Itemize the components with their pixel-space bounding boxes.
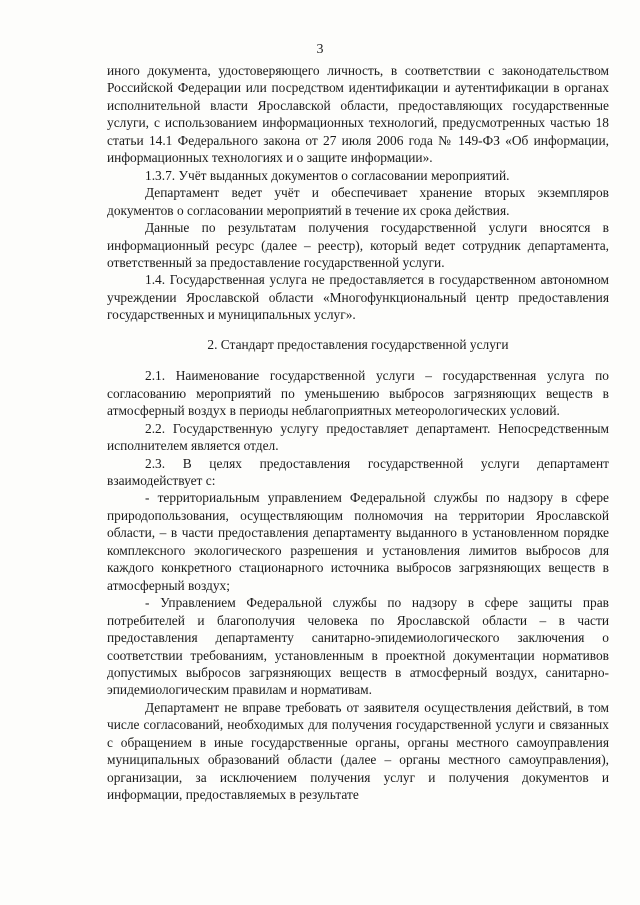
paragraph-2-1: 2.1. Наименование государственной услуги – государственная услуга по согласованию мероприятий по уменьшению выбросов загрязняющих веществ в атмосферный воздух в периоды неблагоприятных метеорологических условий. <box>107 368 609 419</box>
section-heading: 2. Стандарт предоставления государственной услуги <box>207 336 509 352</box>
paragraph-registry: Данные по результатам получения государственной услуги вносятся в информационный ресурс (далее – реестр), который ведет сотрудник департамента, ответственный за предоставление государственной услуги. <box>107 220 609 270</box>
list-item-rosprirodnadzor: - территориальным управлением Федеральной службы по надзору в сфере природопользования, осуществляющим полномочия на территории Ярославской области, – в части предоставления департаменту выданного в установленном порядке комплексного экологического разрешения и установления лимитов выбросов для каждого конкретного стационарного источника выбросов загрязняющих веществ в атмосферный воздух; <box>107 490 609 593</box>
paragraph-1-3-7: 1.3.7. Учёт выданных документов о согласовании мероприятий. <box>145 167 510 183</box>
document-body <box>107 62 609 804</box>
paragraph-records: Департамент ведет учёт и обеспечивает хранение вторых экземпляров документов о согласовании мероприятий в течение их срока действия. <box>107 185 609 218</box>
paragraph-2-2: 2.2. Государственную услугу предоставляет департамент. Непосредственным исполнителем является отдел. <box>107 420 609 454</box>
list-item-rospotrebnadzor: - Управлением Федеральной службы по надзору в сфере защиты прав потребителей и благополучия человека по Ярославской области – в части предоставления департаменту санитарно-эпидемиологического заключения о соответствии требованиям, установленным в проектной документации нормативов допустимых выбросов загрязняющих веществ в атмосферный воздух, санитарно-эпидемиологическим правилам и нормативам. <box>107 595 609 698</box>
paragraph-2-3: 2.3. В целях предоставления государственной услуги департамент взаимодействует с: <box>107 455 609 488</box>
page-number: 3 <box>316 42 324 57</box>
paragraph-continuation: иного документа, удостоверяющего личность, в соответствии с законодательством Российской Федерации или посредством идентификации и аутентификации в органах исполнительной власти Ярославской области, предоставляющих государственные услуги, с использованием информационных технологий, предусмотренных частью 18 статьи 14.1 Федерального закона от 27 июля 2006 года № 149-ФЗ «Об информации, информационных технологиях и о защите информации». <box>107 63 609 166</box>
paragraph-1-4: 1.4. Государственная услуга не предоставляется в государственном автономном учреждении Ярославской области «Многофункциональный центр предоставления государственных и муниципальных услуг». <box>107 272 609 323</box>
paragraph-restrictions: Департамент не вправе требовать от заявителя осуществления действий, в том числе согласований, необходимых для получения государственной услуги и связанных с обращением в иные государственные органы, органы местного самоуправления муниципальных образований области (далее – органы местного самоуправления), организации, за исключением получения услуг и получения документов и информации, предоставляемых в результате <box>107 699 609 803</box>
